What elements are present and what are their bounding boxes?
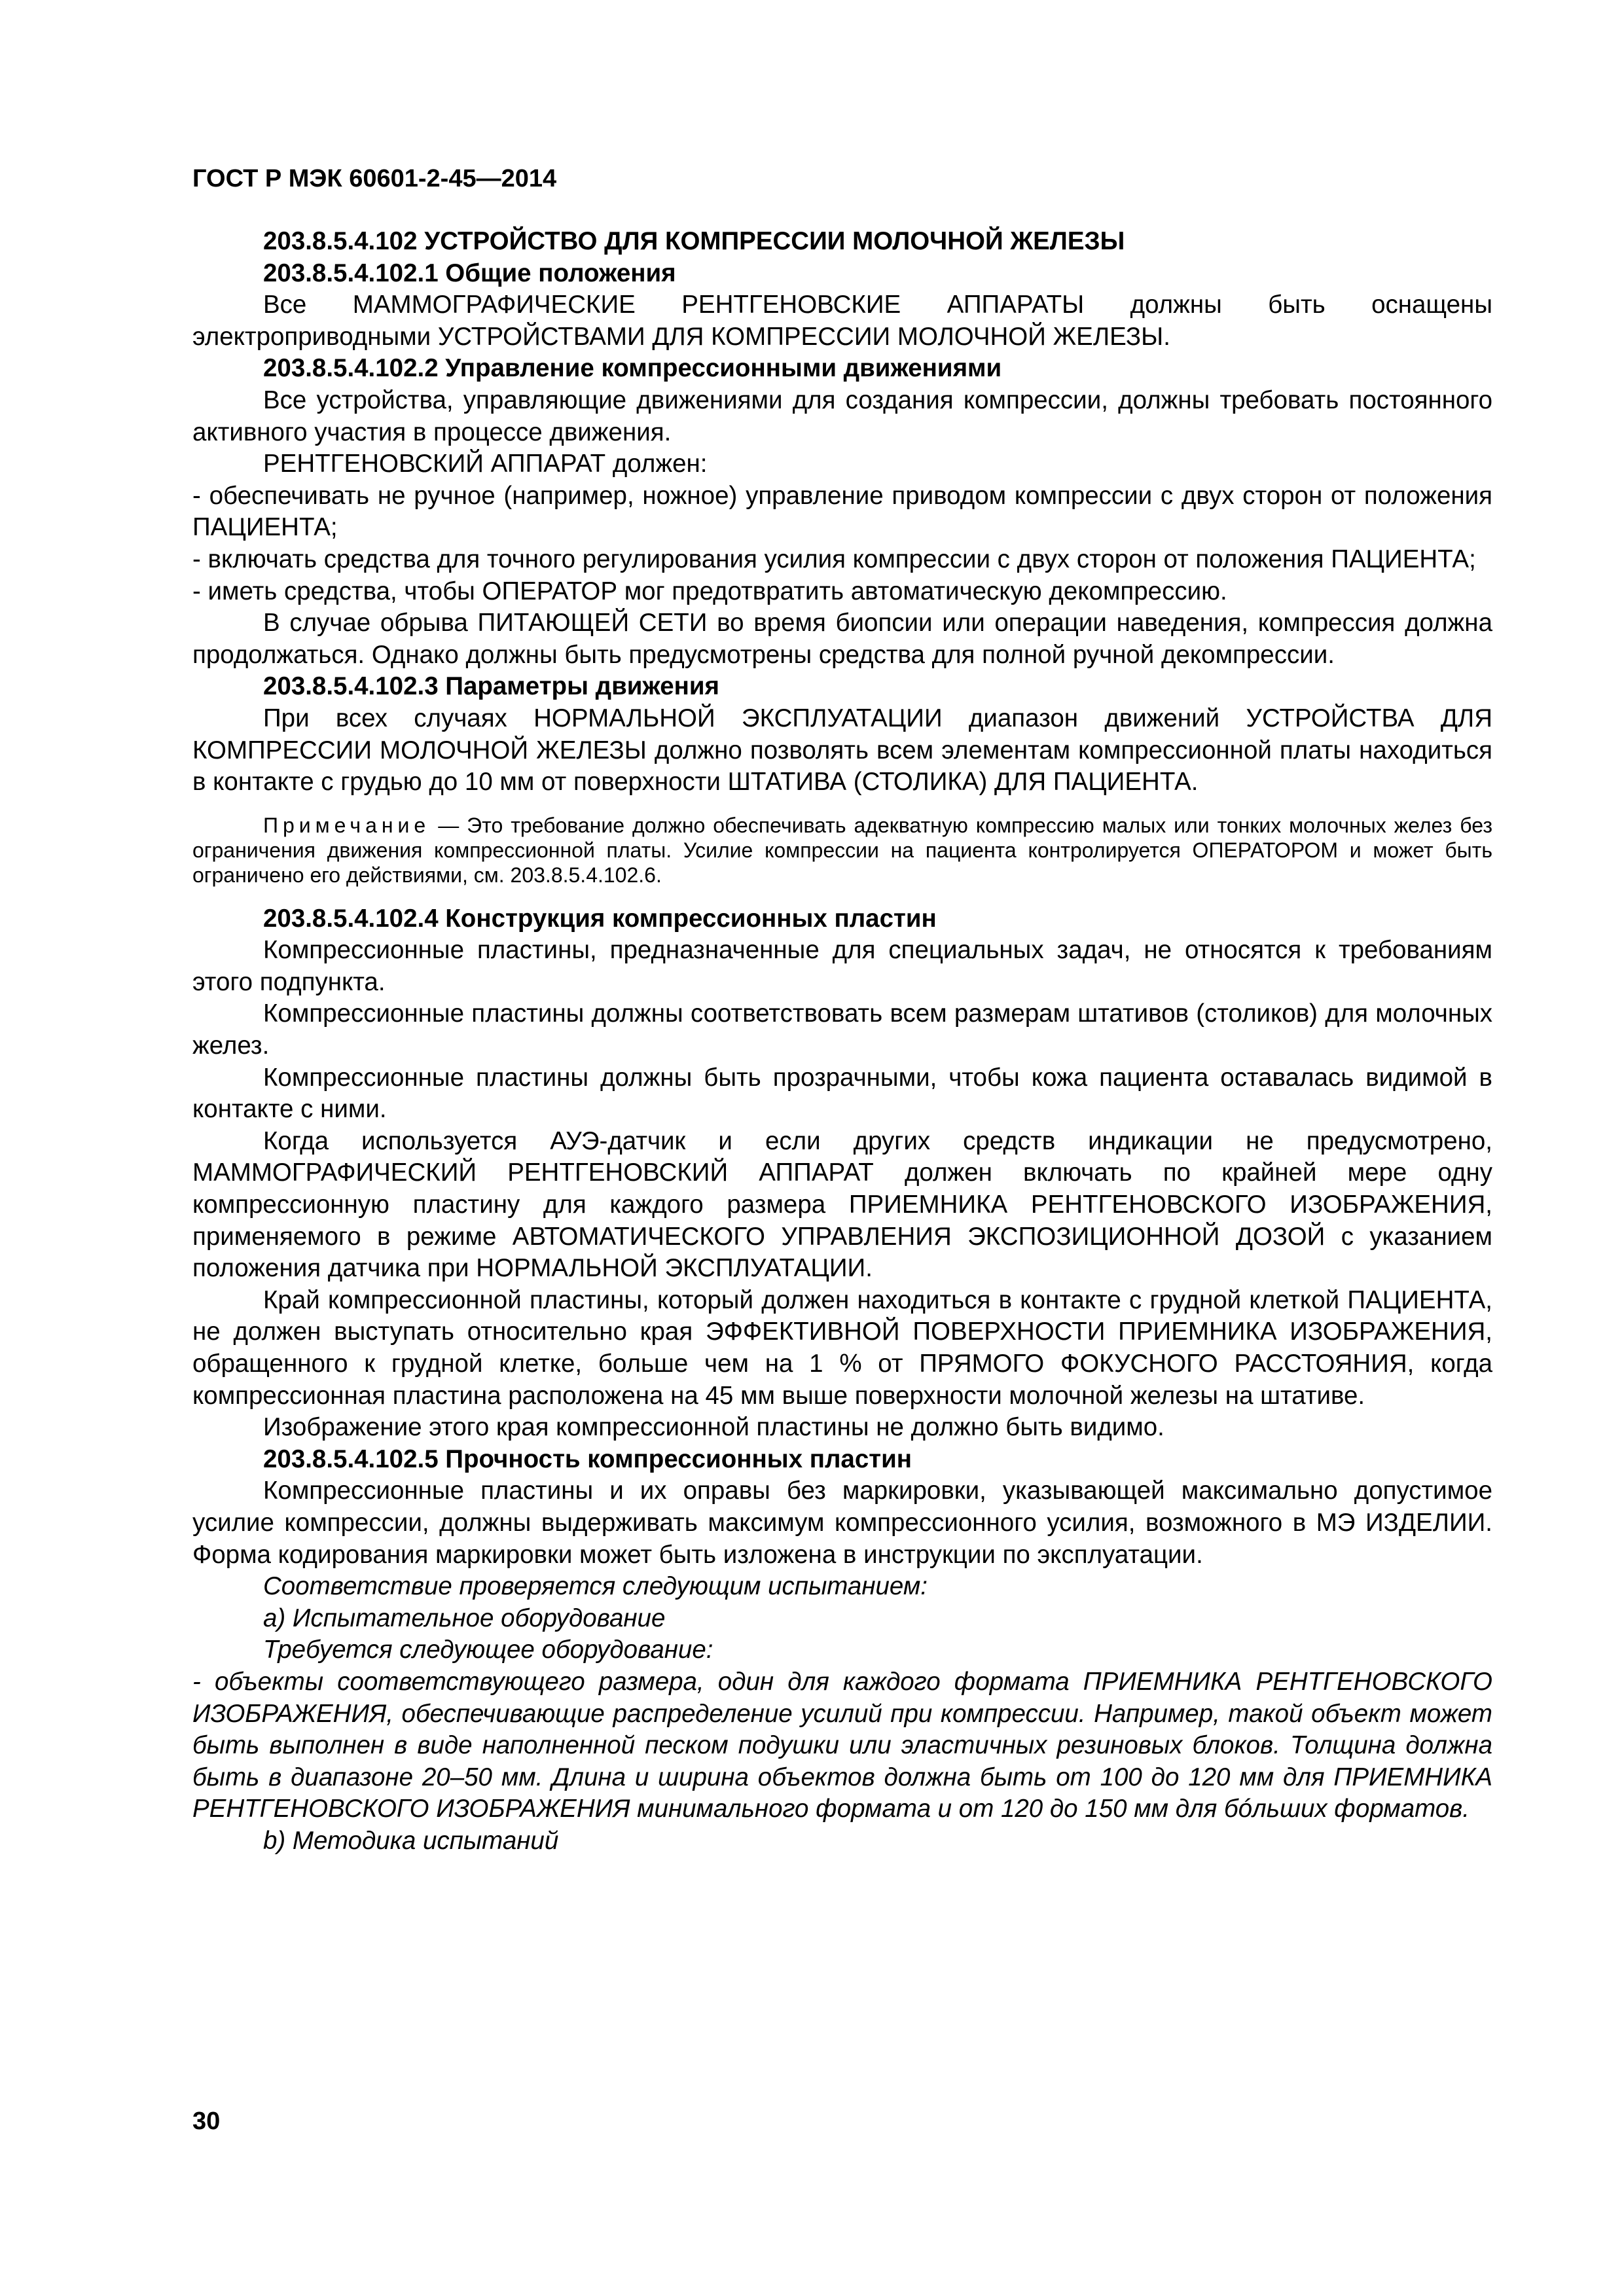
- subsection-heading: 203.8.5.4.102.2 Управление компрессионными движениями: [263, 354, 1002, 383]
- paragraph: Компрессионные пластины и их оправы без маркировки, указывающей максимально допустимое усилие компрессии, должны выдерживать максимум компрессионного усилия, возможного в МЭ ИЗДЕЛИИ. Форма кодирования маркировки может быть изложена в инструкции по эксплуатации.: [192, 1477, 1492, 1569]
- paragraph: Когда используется АУЭ-датчик и если других средств индикации не предусмотрено, МАММОГРАФИЧЕСКИЙ РЕНТГЕНОВСКИЙ АППАРАТ должен включать по крайней мере одну компрессионную пластину для каждого размера ПРИЕМНИКА РЕНТГЕНОВСКОГО ИЗОБРАЖЕНИЯ, применяемого в режиме АВТОМАТИЧЕСКОГО УПРАВЛЕНИЯ ЭКСПОЗИЦИОННОЙ ДОЗОЙ с указанием положения датчика при НОРМАЛЬНОЙ ЭКСПЛУАТАЦИИ.: [192, 1126, 1492, 1283]
- note-label: Примечание: [263, 813, 431, 837]
- paragraph: Все устройства, управляющие движениями для создания компрессии, должны требовать постоянного активного участия в процессе движения.: [192, 386, 1492, 446]
- list-item: - включать средства для точного регулирования усилия компрессии с двух сторон от положения ПАЦИЕНТА;: [192, 545, 1476, 573]
- list-item: - иметь средства, чтобы ОПЕРАТОР мог предотвратить автоматическую декомпрессию.: [192, 577, 1227, 605]
- paragraph: При всех случаях НОРМАЛЬНОЙ ЭКСПЛУАТАЦИИ диапазон движений УСТРОЙСТВА ДЛЯ КОМПРЕССИИ МОЛОЧНОЙ ЖЕЛЕЗЫ должно позволять всем элементам компрессионной платы находиться в контакте с грудью до 10 мм от поверхности ШТАТИВА (СТОЛИКА) ДЛЯ ПАЦИЕНТА.: [192, 704, 1492, 797]
- paragraph: Компрессионные пластины, предназначенные для специальных задач, не относятся к требованиям этого подпункта.: [192, 936, 1492, 996]
- test-list-item: - объекты соответствующего размера, один для каждого формата ПРИЕМНИКА РЕНТГЕНОВСКОГО ИЗОБРАЖЕНИЯ, обеспечивающие распределение усилий при компрессии. Например, такой объект может быть выполнен в виде наполненной песком подушки или эластичных резиновых блоков. Толщина должна быть в диапазоне 20–50 мм. Длина и ширина объектов должна быть от 100 до 120 мм для ПРИЕМНИКА РЕНТГЕНОВСКОГО ИЗОБРАЖЕНИЯ минимального формата и от 120 до 150 мм для бóльших форматов.: [192, 1667, 1492, 1823]
- paragraph: Край компрессионной пластины, который должен находиться в контакте с грудной клеткой ПАЦИЕНТА, не должен выступать относительно края ЭФФЕКТИВНОЙ ПОВЕРХНОСТИ ПРИЕМНИКА ИЗОБРАЖЕНИЯ, обращенного к грудной клетке, больше чем на 1 % от ПРЯМОГО ФОКУСНОГО РАССТОЯНИЯ, когда компрессионная пластина расположена на 45 мм выше поверхности молочной железы на штативе.: [192, 1285, 1492, 1410]
- test-paragraph: a) Испытательное оборудование: [263, 1604, 666, 1632]
- note-text: — Это требование должно обеспечивать адекватную компрессию малых или тонких молочных желез без ограничения движения компрессионной платы. Усилие компрессии на пациента контролируется ОПЕРАТОРОМ и может быть ограничено его действиями, см. 203.8.5.4.102.6.: [192, 813, 1492, 887]
- paragraph: Компрессионные пластины должны быть прозрачными, чтобы кожа пациента оставалась видимой в контакте с ними.: [192, 1063, 1492, 1124]
- subsection-heading: 203.8.5.4.102.1 Общие положения: [263, 259, 676, 287]
- subsection-heading: 203.8.5.4.102.5 Прочность компрессионных пластин: [263, 1444, 912, 1473]
- paragraph: В случае обрыва ПИТАЮЩЕЙ СЕТИ во время биопсии или операции наведения, компрессия должна продолжаться. Однако должны быть предусмотрены средства для полной ручной декомпрессии.: [192, 609, 1492, 669]
- document-header: ГОСТ Р МЭК 60601-2-45—2014: [192, 165, 557, 192]
- subsection-heading: 203.8.5.4.102.4 Конструкция компрессионных пластин: [263, 904, 937, 933]
- test-paragraph: b) Методика испытаний: [263, 1826, 559, 1855]
- section-heading: 203.8.5.4.102 УСТРОЙСТВО ДЛЯ КОМПРЕССИИ МОЛОЧНОЙ ЖЕЛЕЗЫ: [263, 227, 1125, 255]
- list-item: - обеспечивать не ручное (например, ножное) управление приводом компрессии с двух сторон от положения ПАЦИЕНТА;: [192, 481, 1492, 542]
- subsection-heading: 203.8.5.4.102.3 Параметры движения: [263, 672, 720, 701]
- paragraph: Все МАММОГРАФИЧЕСКИЕ РЕНТГЕНОВСКИЕ АППАРАТЫ должны быть оснащены электроприводными УСТРОЙСТВАМИ ДЛЯ КОМПРЕССИИ МОЛОЧНОЙ ЖЕЛЕЗЫ.: [192, 291, 1492, 351]
- paragraph: РЕНТГЕНОВСКИЙ АППАРАТ должен:: [263, 450, 708, 478]
- test-paragraph: Требуется следующее оборудование:: [263, 1636, 713, 1664]
- document-body: [192, 226, 1492, 1857]
- paragraph: Изображение этого края компрессионной пластины не должно быть видимо.: [263, 1413, 1164, 1442]
- paragraph: Компрессионные пластины должны соответствовать всем размерам штативов (столиков) для молочных желез.: [192, 999, 1492, 1060]
- test-paragraph: Соответствие проверяется следующим испытанием:: [263, 1572, 928, 1601]
- note: [192, 813, 1492, 888]
- page-number: 30: [192, 2108, 221, 2135]
